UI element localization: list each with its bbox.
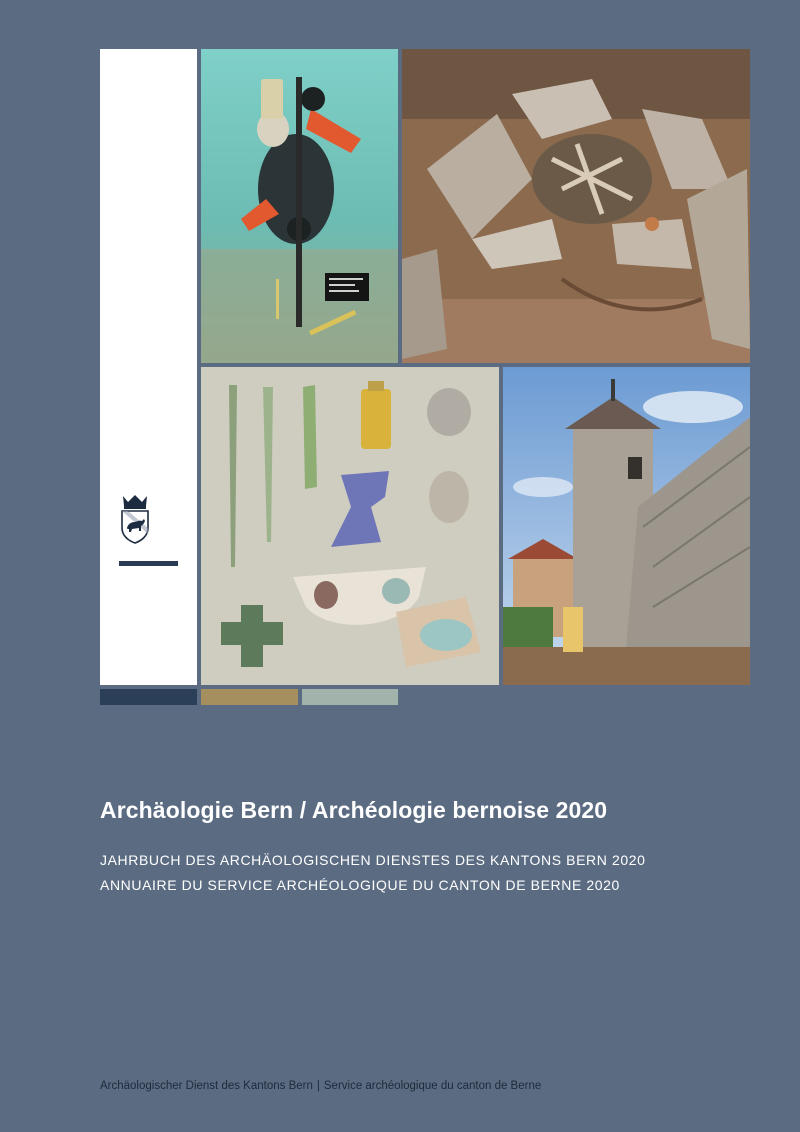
- color-swatch-dark: [100, 689, 197, 705]
- stone-grave-excavation-photo: [402, 49, 750, 363]
- white-side-strip: [100, 49, 197, 685]
- subtitle-french: ANNUAIRE DU SERVICE ARCHÉOLOGIQUE DU CANTON DE BERNE 2020: [100, 877, 620, 893]
- strip-rule: [119, 561, 178, 566]
- publisher-german: Archäologischer Dienst des Kantons Bern: [100, 1080, 313, 1092]
- artifacts-collection-photo: [201, 367, 499, 685]
- publisher-french: Service archéologique du canton de Berne: [323, 1080, 542, 1092]
- publisher-separator: |: [316, 1080, 320, 1092]
- bern-coat-of-arms-icon: [119, 494, 151, 544]
- color-swatch-ochre: [201, 689, 298, 705]
- cover-title: Archäologie Bern / Archéologie bernoise 2020: [100, 797, 608, 823]
- color-swatch-sage: [302, 689, 398, 705]
- underwater-diver-photo: [201, 49, 398, 363]
- subtitle-german: JAHRBUCH DES ARCHÄOLOGISCHEN DIENSTES DES KANTONS BERN 2020: [100, 852, 646, 868]
- publisher-line: [100, 1080, 541, 1092]
- castle-tower-wall-photo: [503, 367, 750, 685]
